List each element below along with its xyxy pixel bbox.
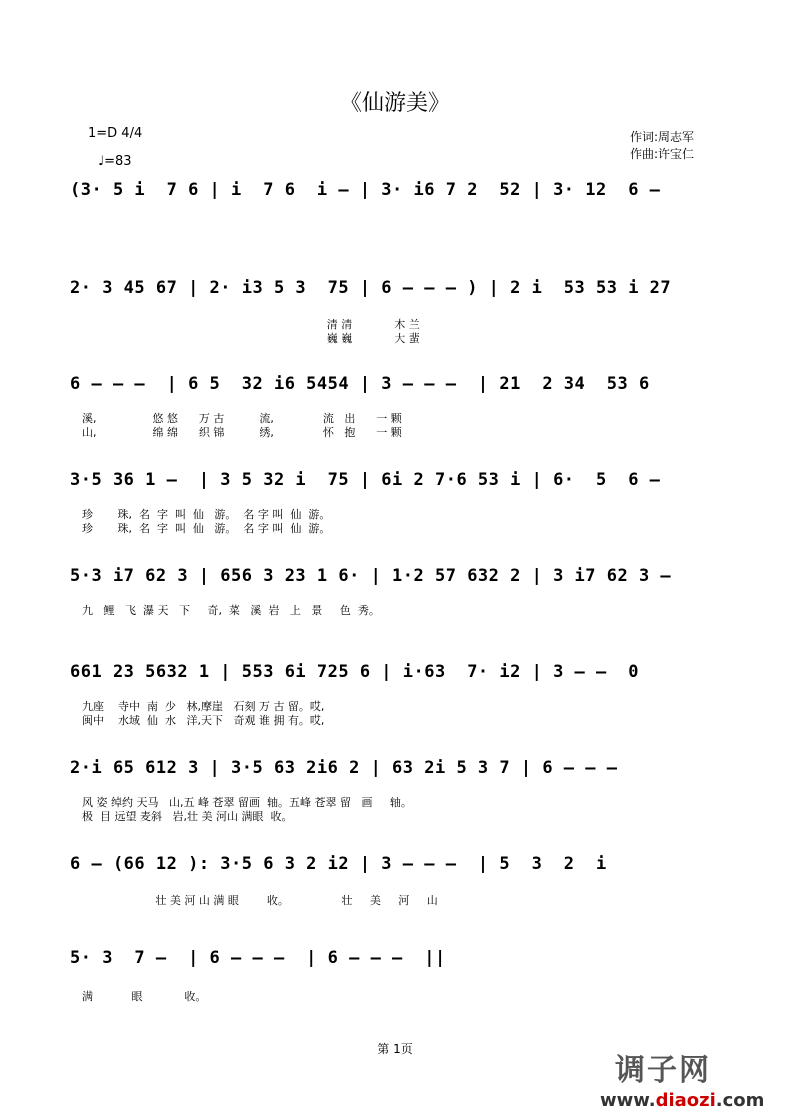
composer-credit: 作曲:许宝仁 <box>630 147 695 161</box>
lyric-line-2: 极 目 远望 麦斜 岩,壮 美 河山 满眼 收。 <box>82 810 293 823</box>
lyric-line-1: 壮 美 河 山 满 眼 收。 壮 美 河 山 <box>82 894 438 907</box>
lyric-line-2: 山, 绵 绵 织 锦 绣, 怀 抱 一 颗 <box>82 426 402 439</box>
notation-line: 2·i 65 612 3 | 3·5 63 2i6 2 | 63 2i 5 3 7 | 6 – – – <box>70 758 618 778</box>
site-url-suffix: .com <box>715 1090 765 1111</box>
lyric-line-2: 闽中 水域 仙 水 洋,天下 奇观 谁 拥 有。哎, <box>82 714 325 727</box>
site-url-main: diaozi <box>655 1090 716 1111</box>
notation-line: 6 – (66 12 ): 3·5 6 3 2 i2 | 3 – – – | 5 3 2 i <box>70 854 607 874</box>
tempo-marking: ♩=83 <box>98 154 132 169</box>
notation-line: 661 23 5632 1 | 553 6i 725 6 | i·63 7· i2 | 3 – – 0 <box>70 662 639 682</box>
notation-line: 5· 3 7 – | 6 – – – | 6 – – – || <box>70 948 446 968</box>
lyric-line-2: 巍 巍 大 蜚 <box>82 332 420 345</box>
notation-line: (3· 5 i 7 6 | i 7 6 i – | 3· i6 7 2 52 | 3· 12 6 – <box>70 180 661 200</box>
notation-line: 3·5 36 1 – | 3 5 32 i 75 | 6i 2 7·6 53 i | 6· 5 6 – <box>70 470 661 490</box>
lyric-line-1: 清 清 木 兰 <box>82 318 420 331</box>
lyric-line-1: 满 眼 收。 <box>82 990 207 1003</box>
song-title: 《仙游美》 <box>339 91 450 116</box>
notation-line: 2· 3 45 67 | 2· i3 5 3 75 | 6 – – – ) | 2 i 53 53 i 27 <box>70 278 672 298</box>
key-signature: 1=D 4/4 <box>88 126 143 141</box>
lyric-line-2: 珍 珠, 名 字 叫 仙 游。 名 字 叫 仙 游。 <box>82 522 331 535</box>
lyric-line-1: 九 鲤 飞 瀑 天 下 奇, 菜 溪 岩 上 景 色 秀。 <box>82 604 380 617</box>
lyric-line-1: 珍 珠, 名 字 叫 仙 游。 名 字 叫 仙 游。 <box>82 508 331 521</box>
lyricist-credit: 作词:周志军 <box>630 130 695 144</box>
site-url-prefix: www. <box>600 1090 656 1111</box>
site-logo: 调子网 <box>615 1053 711 1088</box>
lyric-line-1: 风 姿 绰约 天马 山,五 峰 苍翠 留画 轴。五峰 苍翠 留 画 轴。 <box>82 796 412 809</box>
site-url <box>600 1090 764 1111</box>
page-number: 第 1页 <box>377 1042 413 1056</box>
notation-line: 6 – – – | 6 5 32 i6 5454 | 3 – – – | 21 2 34 53 6 <box>70 374 650 394</box>
lyric-line-1: 溪, 悠 悠 万 古 流, 流 出 一 颗 <box>82 412 402 425</box>
lyric-line-1: 九座 寺中 南 少 林,摩崖 石刻 万 古 留。哎, <box>82 700 325 713</box>
notation-line: 5·3 i7 62 3 | 656 3 23 1 6· | 1·2 57 632 2 | 3 i7 62 3 – <box>70 566 672 586</box>
